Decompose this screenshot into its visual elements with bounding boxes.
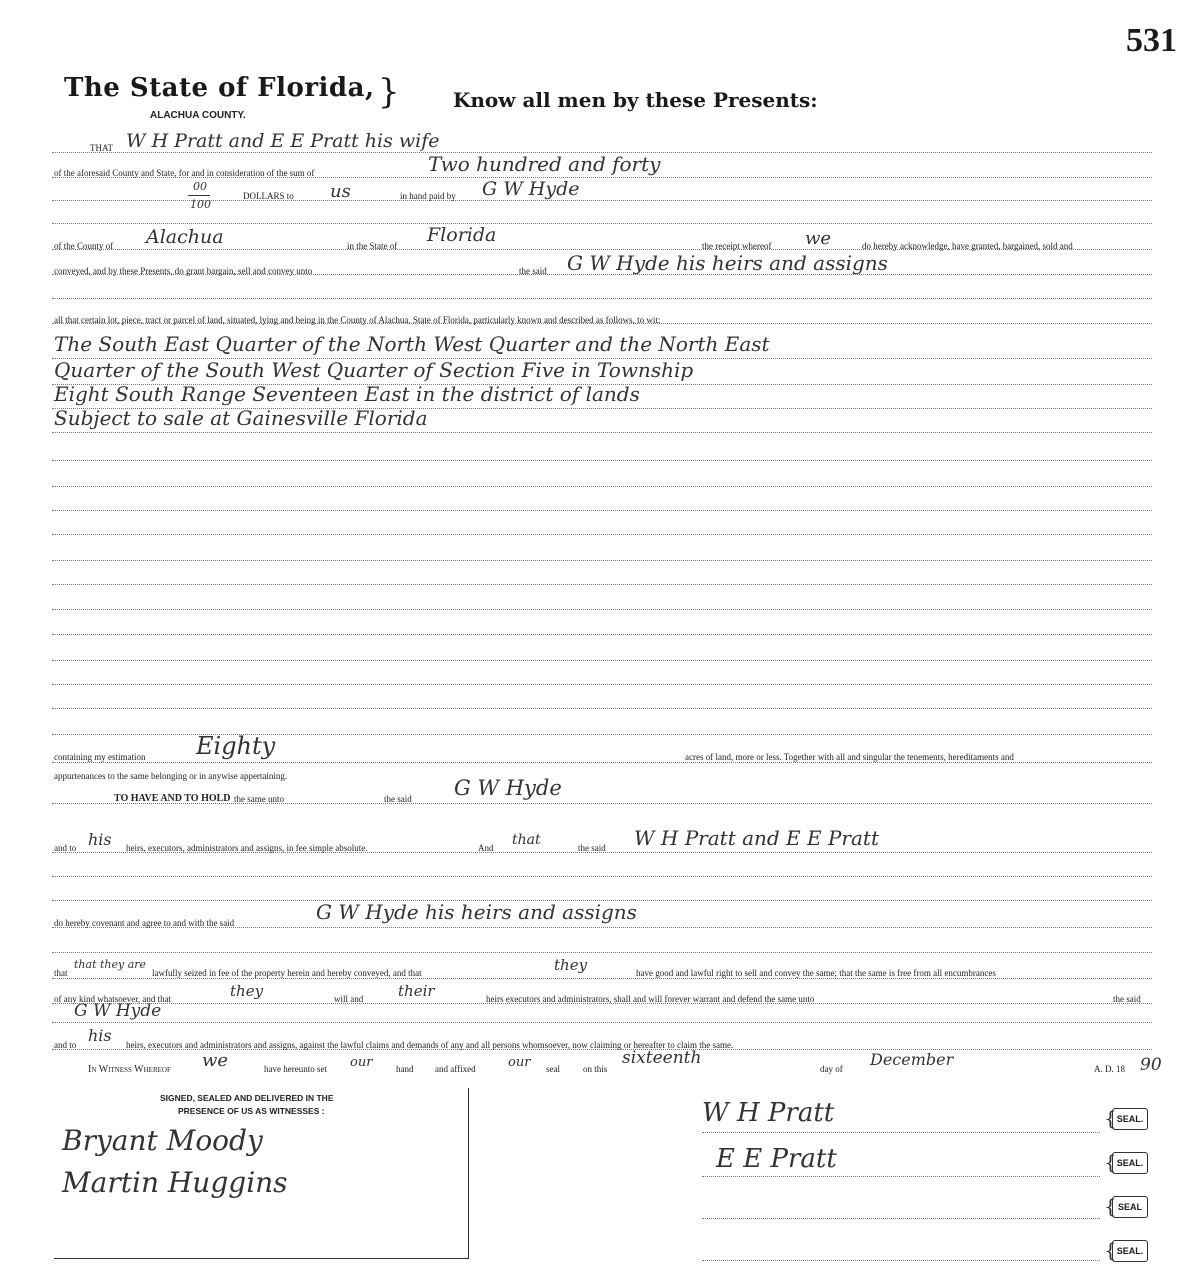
label-acknowledge: do hereby acknowledge, have granted, bargained, sold and bbox=[862, 241, 1073, 251]
day-field[interactable]: sixteenth bbox=[622, 1048, 702, 1068]
rule-line bbox=[52, 560, 1152, 561]
rule-line bbox=[52, 952, 1152, 953]
label-and-to-2: and to bbox=[54, 1040, 77, 1050]
set-our-field[interactable]: our bbox=[350, 1055, 373, 1070]
label-appurtenances: appurtenances to the same belonging or in anywise appertaining. bbox=[54, 771, 288, 781]
description-line-1[interactable]: The South East Quarter of the North West Quarter and the North East bbox=[54, 332, 770, 356]
label-have-good: have good and lawful right to sell and convey the same; that the same is free from all encumbrances bbox=[636, 968, 996, 978]
label-lawfully: lawfully seized in fee of the property herein and hereby conveyed, and that bbox=[152, 968, 422, 978]
said-names-field[interactable]: W H Pratt and E E Pratt bbox=[634, 826, 879, 850]
description-line-3[interactable]: Eight South Range Seventeen East in the district of lands bbox=[54, 382, 640, 406]
label-to-have: TO HAVE AND TO HOLD bbox=[114, 793, 231, 804]
affixed-our-field[interactable]: our bbox=[508, 1055, 531, 1070]
seal-box-4: SEAL. bbox=[1112, 1240, 1148, 1262]
witness-whereof-field[interactable]: we bbox=[202, 1050, 229, 1071]
witness-heading-1: SIGNED, SEALED AND DELIVERED IN THE bbox=[160, 1093, 334, 1103]
label-paid-by: in hand paid by bbox=[400, 191, 456, 201]
and-that-field[interactable]: that bbox=[512, 832, 541, 848]
label-have-hereunto: have hereunto set bbox=[264, 1064, 327, 1074]
acres-field[interactable]: Eighty bbox=[196, 732, 276, 760]
document-title: The State of Florida, bbox=[64, 73, 375, 103]
witness-heading-2: PRESENCE OF US AS WITNESSES : bbox=[178, 1106, 325, 1116]
sum-field[interactable]: Two hundred and forty bbox=[428, 152, 661, 176]
county-field[interactable]: Alachua bbox=[146, 226, 224, 248]
label-on-this: on this bbox=[583, 1064, 608, 1074]
label-day-of: day of bbox=[820, 1064, 843, 1074]
cents-denominator: 100 bbox=[190, 198, 211, 211]
grantor-signature-1[interactable]: W H Pratt bbox=[702, 1098, 835, 1128]
signature-line bbox=[702, 1218, 1100, 1219]
witness-signature-1[interactable]: Bryant Moody bbox=[62, 1124, 263, 1157]
they-will-field[interactable]: they bbox=[230, 982, 264, 1000]
label-dollars-to: DOLLARS to bbox=[243, 191, 294, 201]
label-acres: acres of land, more or less. Together with all and singular the tenements, hereditaments and bbox=[685, 752, 1014, 762]
and-to-2-field[interactable]: his bbox=[88, 1026, 112, 1045]
and-to-field[interactable]: his bbox=[88, 830, 112, 849]
rule-line bbox=[52, 486, 1152, 487]
label-heirs-exec: heirs executors and administrators, shall and will forever warrant and defend the same unto bbox=[486, 994, 815, 1004]
label-hand: hand bbox=[396, 1064, 414, 1074]
hold-unto-field[interactable]: G W Hyde bbox=[454, 776, 562, 800]
label-of-county: of the County of bbox=[54, 241, 114, 251]
rule-line bbox=[52, 1022, 1152, 1023]
rule-line bbox=[52, 762, 1152, 763]
rule-line bbox=[52, 223, 1152, 224]
rule-line bbox=[52, 876, 1152, 877]
paid-by-field[interactable]: G W Hyde bbox=[482, 178, 580, 200]
grantor-signature-2[interactable]: E E Pratt bbox=[716, 1144, 837, 1174]
label-ad: A. D. 18 bbox=[1094, 1064, 1125, 1074]
label-will-and: will and bbox=[334, 994, 364, 1004]
their-field[interactable]: their bbox=[398, 982, 435, 1000]
county-heading: ALACHUA COUNTY. bbox=[150, 110, 246, 121]
rule-line bbox=[52, 200, 1152, 201]
rule-line bbox=[52, 609, 1152, 610]
label-containing: containing my estimation bbox=[54, 752, 146, 762]
seal-box-2: SEAL. bbox=[1112, 1152, 1148, 1174]
grantors-field[interactable]: W H Pratt and E E Pratt his wife bbox=[126, 130, 440, 152]
rule-line bbox=[52, 708, 1152, 709]
label-heirs-fee: heirs, executors, administrators and assigns, in fee simple absolute. bbox=[126, 843, 368, 853]
rule-line bbox=[52, 634, 1152, 635]
cents-numerator[interactable]: 00 bbox=[193, 180, 207, 193]
rule-line bbox=[52, 660, 1152, 661]
label-covenant: do hereby covenant and agree to and with the said bbox=[54, 918, 235, 928]
rule-line bbox=[52, 460, 1152, 461]
label-of-any-kind: of any kind whatsoever, and that bbox=[54, 994, 172, 1004]
title-brace: } bbox=[378, 72, 400, 112]
label-seal: seal bbox=[546, 1064, 560, 1074]
month-field[interactable]: December bbox=[870, 1050, 954, 1069]
seal-brace: { bbox=[1104, 1238, 1117, 1262]
covenant-with-field[interactable]: G W Hyde his heirs and assigns bbox=[316, 900, 637, 924]
label-aforesaid: of the aforesaid County and State, for and in consideration of the sum of bbox=[54, 168, 315, 178]
label-that-2: that bbox=[54, 968, 68, 978]
label-and-to: and to bbox=[54, 843, 77, 853]
seal-brace: { bbox=[1104, 1106, 1117, 1130]
description-line-2[interactable]: Quarter of the South West Quarter of Section Five in Township bbox=[54, 358, 694, 382]
label-receipt-whereof: the receipt whereof bbox=[702, 241, 772, 251]
label-heirs-claims: heirs, executors and administrators and assigns, against the lawful claims and demands of any and all persons whomsoever, now claiming or hereafter to claim the same. bbox=[126, 1040, 734, 1050]
rule-line bbox=[52, 298, 1152, 299]
rule-line bbox=[52, 584, 1152, 585]
document-subtitle: Know all men by these Presents: bbox=[453, 88, 818, 112]
label-that: THAT bbox=[90, 143, 113, 153]
signature-line bbox=[702, 1132, 1100, 1133]
fraction-bar bbox=[188, 195, 210, 196]
label-the-said-3: the said bbox=[578, 843, 606, 853]
label-in-witness: In Witness Whereof bbox=[88, 1064, 171, 1075]
they-have-field[interactable]: they bbox=[554, 956, 588, 974]
seal-brace: { bbox=[1104, 1194, 1117, 1218]
label-the-said: the said bbox=[519, 266, 547, 276]
page-number: 531 bbox=[1126, 22, 1177, 59]
label-conveyed: conveyed, and by these Presents, do grant bargain, sell and convey unto bbox=[54, 266, 313, 276]
seal-brace: { bbox=[1104, 1150, 1117, 1174]
label-all-that: all that certain lot, piece, tract or parcel of land, situated, lying and being in the County of Alachua, State of Florida, particularly known and described as follows, to wit: bbox=[54, 315, 661, 325]
rule-line bbox=[52, 510, 1152, 511]
signature-line bbox=[702, 1176, 1100, 1177]
year-field[interactable]: 90 bbox=[1140, 1055, 1162, 1075]
label-and-affixed: and affixed bbox=[435, 1064, 476, 1074]
rule-line bbox=[52, 978, 1152, 979]
description-line-4[interactable]: Subject to sale at Gainesville Florida bbox=[54, 406, 428, 430]
grantee-field[interactable]: G W Hyde his heirs and assigns bbox=[567, 251, 888, 275]
label-and: And bbox=[478, 843, 494, 853]
whereof-field[interactable]: we bbox=[805, 228, 832, 249]
rule-line bbox=[52, 684, 1152, 685]
label-same-unto: the same unto bbox=[234, 794, 284, 804]
dollars-to-field[interactable]: us bbox=[330, 181, 351, 202]
unto-name-field[interactable]: G W Hyde bbox=[74, 1001, 162, 1021]
label-the-said-4: the said bbox=[1113, 994, 1141, 1004]
seal-box-1: SEAL. bbox=[1112, 1108, 1148, 1130]
label-the-said-2: the said bbox=[384, 794, 412, 804]
signature-line bbox=[702, 1260, 1100, 1261]
seal-box-3: SEAL bbox=[1112, 1196, 1148, 1218]
label-in-state: in the State of bbox=[347, 241, 398, 251]
state-field[interactable]: Florida bbox=[427, 224, 497, 246]
rule-line bbox=[52, 534, 1152, 535]
that-they-field[interactable]: that they are bbox=[74, 958, 147, 971]
witness-signature-2[interactable]: Martin Huggins bbox=[62, 1166, 288, 1199]
rule-line bbox=[52, 432, 1152, 433]
